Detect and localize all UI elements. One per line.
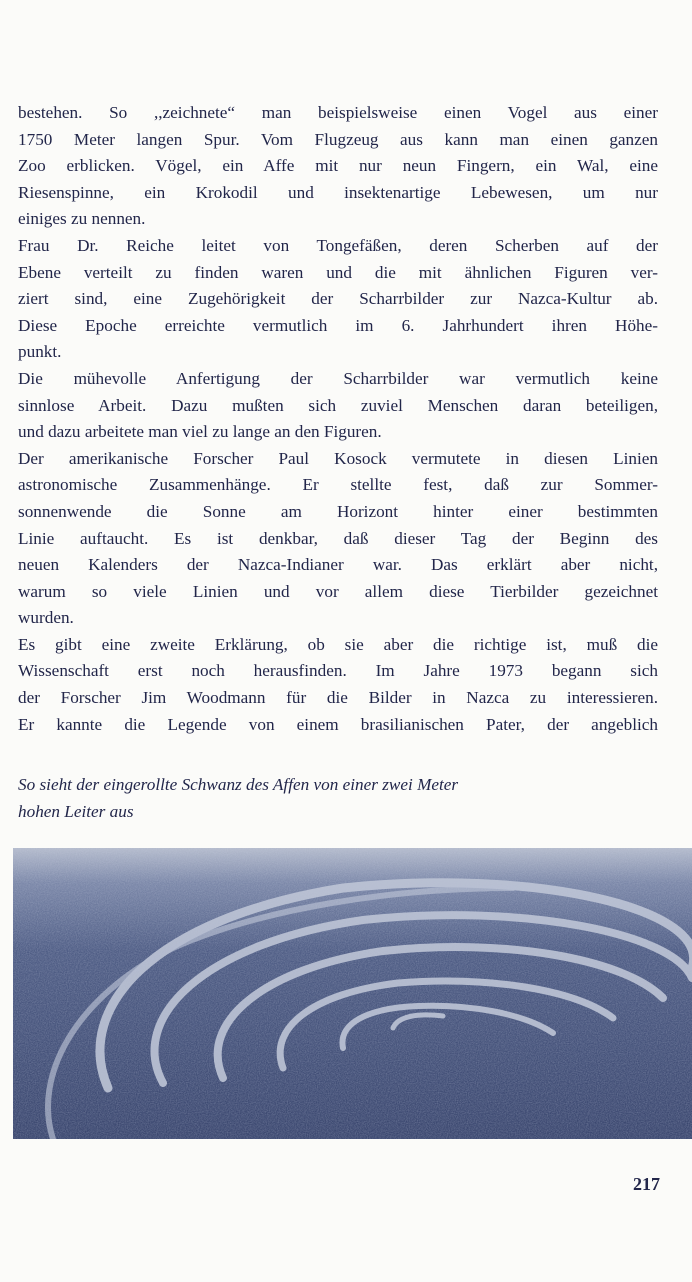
text-line: der Forscher Jim Woodmann für die Bilder in Nazca zu interessieren.: [18, 688, 658, 708]
text-line: Der amerikanische Forscher Paul Kosock vermutete in diesen Linien: [18, 448, 658, 468]
text-line: Wissenschaft erst noch herausfinden. Im Jahre 1973 begann sich: [18, 661, 658, 681]
text-line: Ebene verteilt zu finden waren und die mit ähnlichen Figuren ver-: [18, 262, 658, 282]
text-line: einiges zu nennen.: [18, 209, 146, 229]
text-line: Frau Dr. Reiche leitet von Tongefäßen, deren Scherben auf der: [18, 235, 658, 255]
text-line: Riesenspinne, ein Krokodil und insektenartige Lebewesen, um nur: [18, 182, 658, 202]
caption-line: So sieht der eingerollte Schwanz des Affen von einer zwei Meter: [18, 775, 459, 794]
text-line: Diese Epoche erreichte vermutlich im 6. Jahrhundert ihren Höhe-: [18, 315, 658, 335]
paragraph: [18, 233, 658, 366]
text-line: bestehen. So ,,zeichnete“ man beispielsweise einen Vogel aus einer: [18, 103, 658, 122]
page-number: 217: [633, 1174, 660, 1194]
text-line: wurden.: [18, 608, 74, 628]
text-line: ziert sind, eine Zugehörigkeit der Scharrbilder zur Nazca-Kultur ab.: [18, 289, 658, 309]
spiral-photo-graphic: [13, 848, 692, 1139]
text-line: warum so viele Linien und vor allem diese Tierbilder gezeichnet: [18, 581, 658, 601]
text-line: Zoo erblicken. Vögel, ein Affe mit nur neun Fingern, ein Wal, eine: [18, 156, 658, 176]
paragraph: [18, 446, 658, 632]
text-line: sinnlose Arbeit. Dazu mußten sich zuviel Menschen daran beteiligen,: [18, 395, 658, 415]
paragraph: [18, 366, 658, 446]
body-text: [18, 100, 658, 738]
text-line: und dazu arbeitete man viel zu lange an den Figuren.: [18, 422, 382, 442]
text-line: Die mühevolle Anfertigung der Scharrbilder war vermutlich keine: [18, 368, 658, 388]
paragraph: [18, 632, 658, 738]
text-line: 1750 Meter langen Spur. Vom Flugzeug aus kann man einen ganzen: [18, 129, 658, 149]
text-line: astronomische Zusammenhänge. Er stellte fest, daß zur Sommer-: [18, 475, 658, 495]
spiral-geoglyph-photo: [13, 848, 692, 1139]
caption-line: hohen Leiter aus: [18, 801, 134, 821]
paragraph: [18, 100, 658, 233]
text-line: Linie auftaucht. Es ist denkbar, daß dieser Tag der Beginn des: [18, 528, 658, 548]
text-line: punkt.: [18, 342, 62, 362]
photo-caption: [18, 772, 658, 825]
text-line: Er kannte die Legende von einem brasilianischen Pater, der angeblich: [18, 714, 658, 734]
text-line: Es gibt eine zweite Erklärung, ob sie aber die richtige ist, muß die: [18, 634, 658, 654]
text-line: sonnenwende die Sonne am Horizont hinter einer bestimmten: [18, 501, 658, 521]
text-line: neuen Kalenders der Nazca-Indianer war. Das erklärt aber nicht,: [18, 555, 658, 575]
